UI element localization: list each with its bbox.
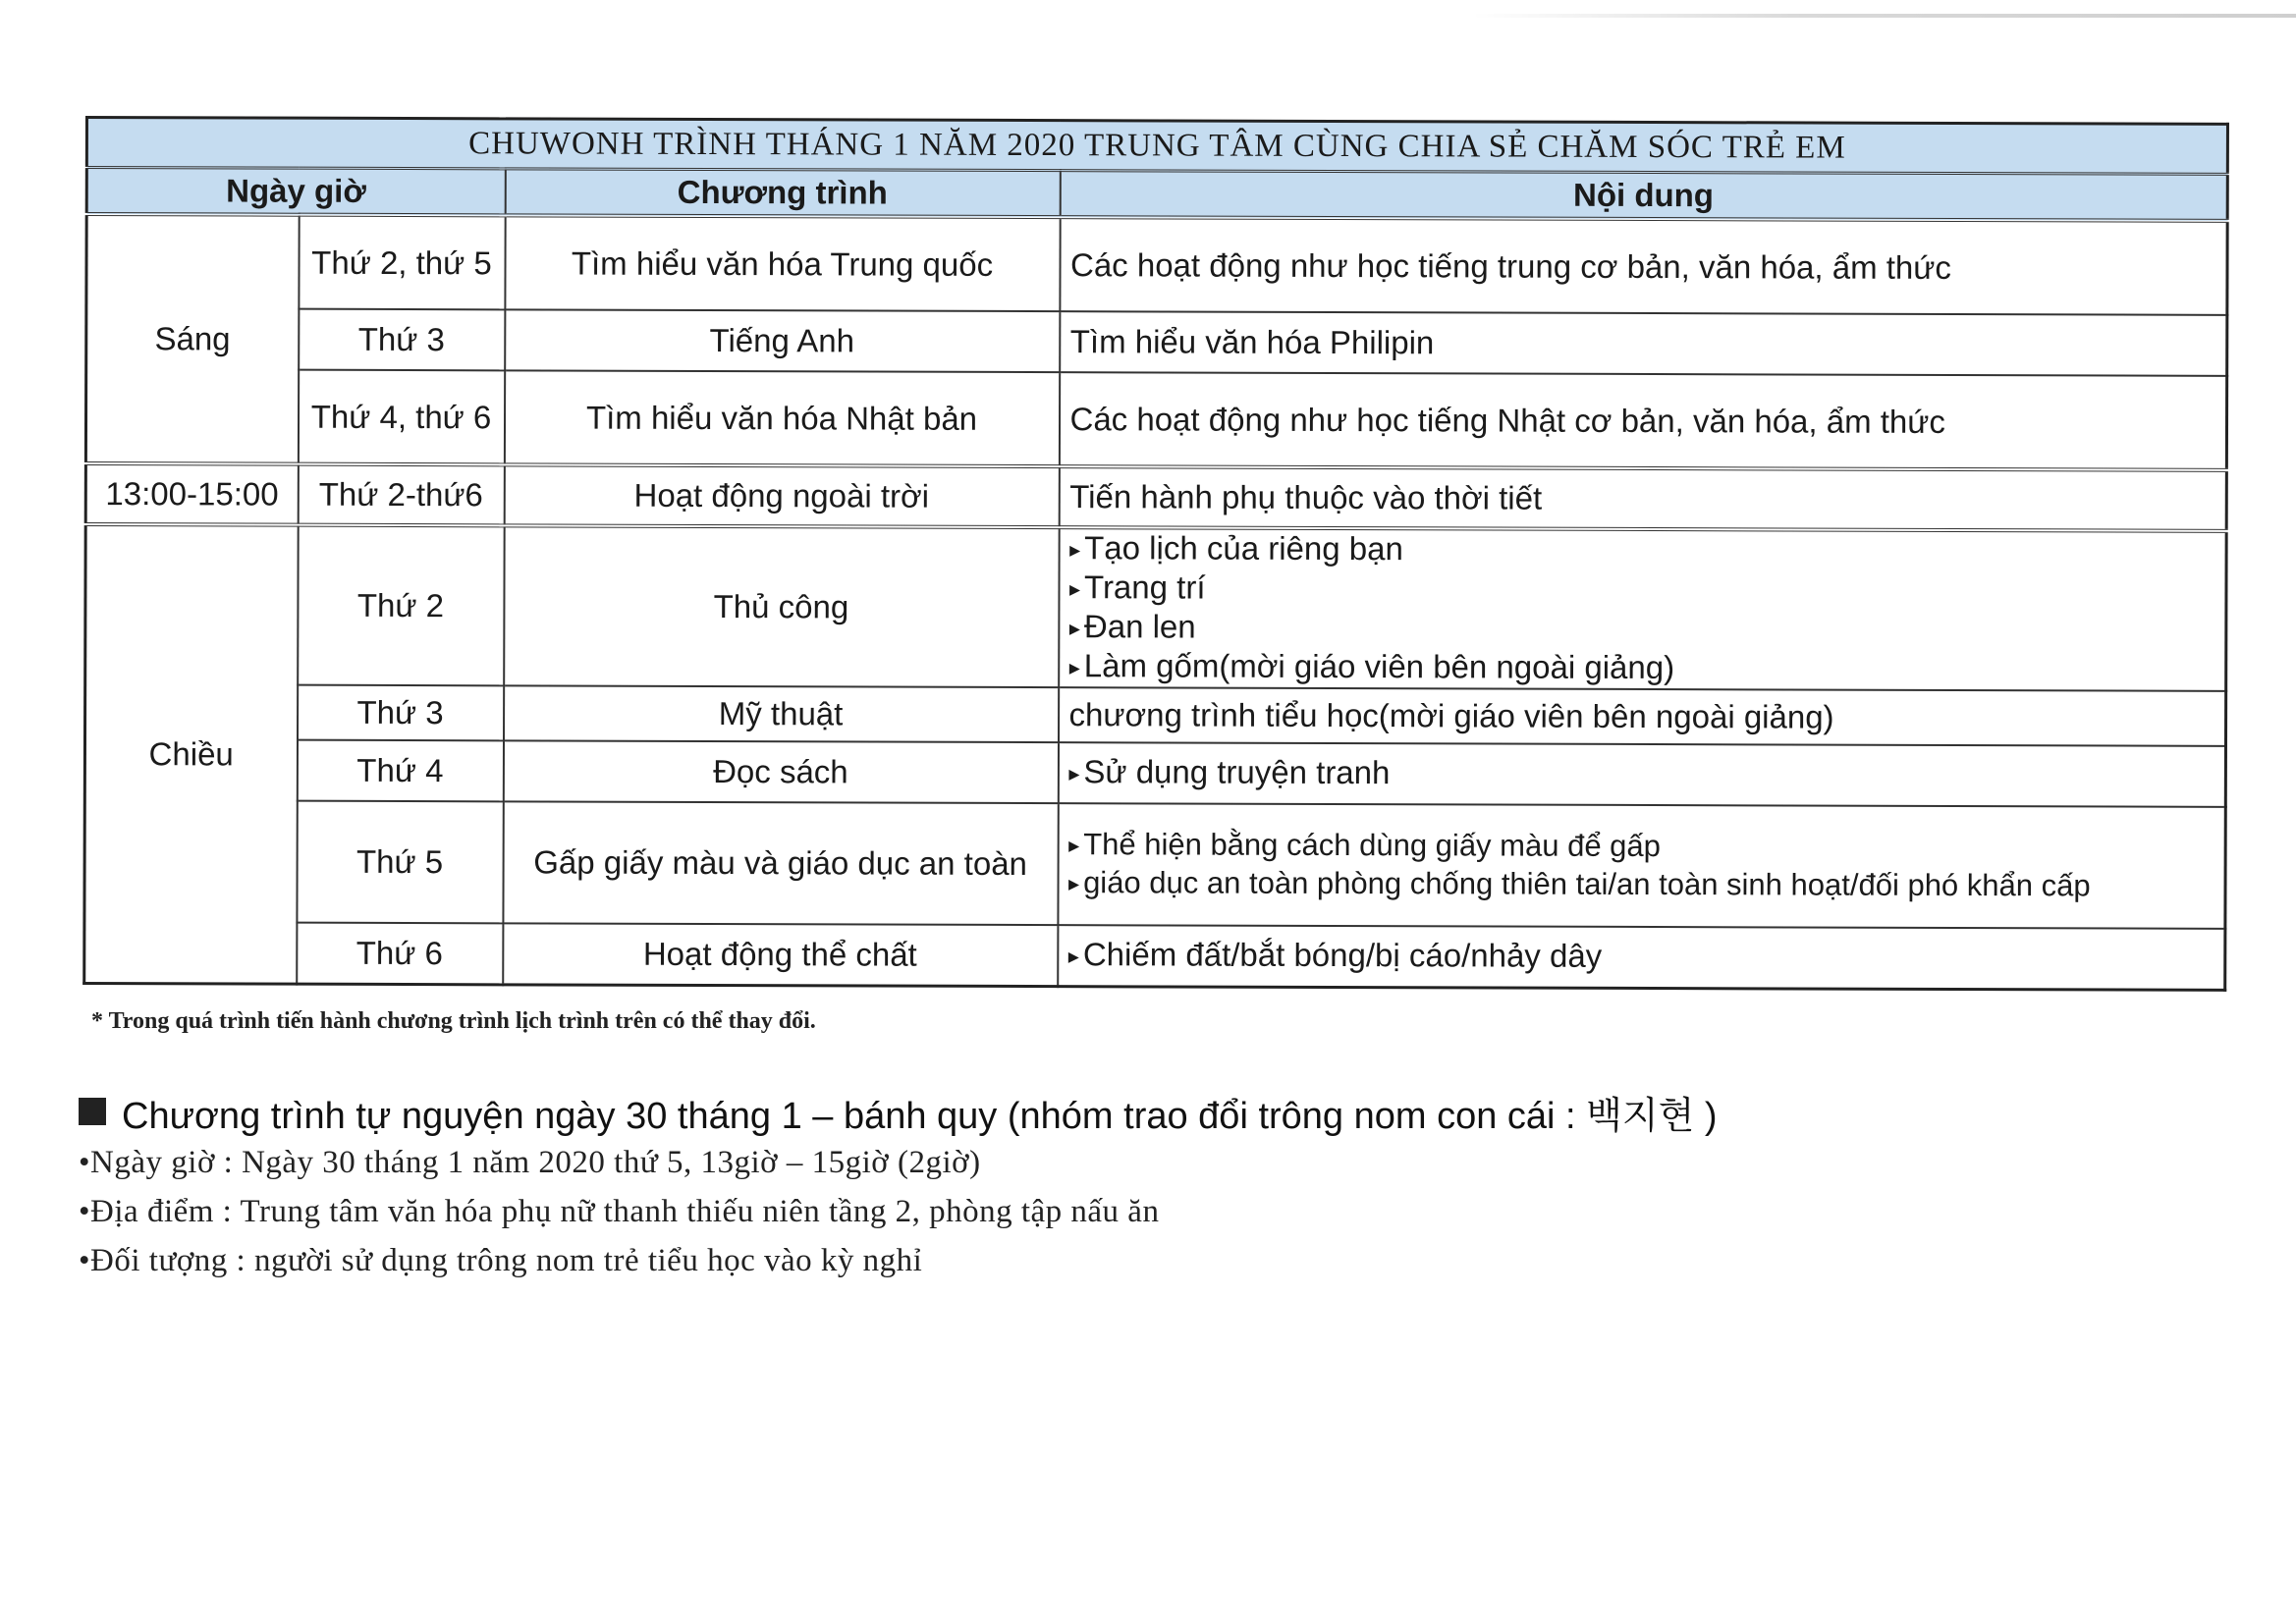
period-midday: 13:00-15:00 (85, 463, 298, 525)
program-cell: Tiếng Anh (505, 309, 1060, 372)
bullet-item: ▸ Sử dụng truyện tranh (1068, 753, 2214, 796)
day-cell: Thứ 4 (297, 740, 503, 802)
content-cell: Tìm hiểu văn hóa Philipin (1060, 311, 2227, 376)
content-cell: Các hoạt động như học tiếng trung cơ bản, văn hóa, ẩm thức (1060, 217, 2227, 315)
table-row (86, 214, 2227, 315)
bullet-item: ▸ Tạo lịch của riêng bạn (1069, 529, 2215, 572)
table-row (85, 524, 2227, 691)
table-row (84, 739, 2225, 807)
bullet-item: ▸ giáo dục an toàn phòng chống thiên tai/an toàn sinh hoạt/đối phó khẩn cấp (1068, 864, 2214, 906)
content-cell (1058, 742, 2225, 807)
table-row (85, 684, 2226, 746)
volunteer-title: Chương trình tự nguyện ngày 30 tháng 1 – bánh quy (nhóm trao đổi trông nom con cái : 백지현 ) (122, 1095, 1718, 1137)
content-cell (1058, 803, 2225, 929)
day-cell: Thứ 5 (297, 801, 503, 924)
program-cell: Đọc sách (503, 740, 1058, 803)
day-cell: Thứ 2, thứ 5 (299, 215, 505, 310)
content-cell (1059, 527, 2227, 691)
header-content: Nội dung (1060, 171, 2227, 221)
table-row (86, 308, 2227, 376)
content-cell: Các hoạt động như học tiếng Nhật cơ bản, văn hóa, ẩm thức (1059, 372, 2226, 470)
table-row (84, 800, 2225, 929)
table-row (84, 922, 2225, 990)
table-row (85, 369, 2226, 470)
header-time: Ngày giờ (86, 168, 505, 216)
program-cell: Mỹ thuật (504, 685, 1059, 742)
schedule-table (82, 116, 2229, 991)
bullet-item: ▸ Thể hiện bằng cách dùng giấy màu để gấp (1068, 826, 2214, 868)
content-cell: Tiến hành phụ thuộc vào thời tiết (1059, 466, 2226, 531)
program-cell: Hoạt động thể chất (503, 923, 1058, 986)
day-cell: Thứ 2 (298, 525, 505, 686)
bullet-item: ▸ Đan len (1069, 608, 2215, 651)
table-row (85, 463, 2226, 531)
program-cell: Tìm hiểu văn hóa Trung quốc (505, 215, 1060, 311)
day-cell: Thứ 4, thứ 6 (298, 370, 504, 465)
period-morning: Sáng (85, 214, 299, 464)
content-cell: chương trình tiểu học(mời giáo viên bên ngoài giảng) (1059, 687, 2226, 746)
square-bullet-icon (79, 1098, 106, 1125)
program-cell: Tìm hiểu văn hóa Nhật bản (504, 370, 1059, 466)
bullet-item: ▸ Chiếm đất/bắt bóng/bị cáo/nhảy dây (1068, 936, 2214, 979)
schedule-sheet (82, 116, 2226, 991)
period-afternoon: Chiều (84, 524, 298, 984)
volunteer-title-row (79, 1085, 2239, 1138)
day-cell: Thứ 2-thứ6 (298, 464, 504, 526)
footnote: * Trong quá trình tiến hành chương trình lịch trình trên có thể thay đổi. (91, 1008, 816, 1034)
day-cell: Thứ 3 (298, 685, 504, 741)
program-cell: Thủ công (504, 525, 1060, 687)
bullet-item: ▸ Làm gốm(mời giáo viên bên ngoài giảng) (1069, 647, 2215, 690)
day-cell: Thứ 3 (299, 309, 505, 371)
bullet-item: ▸ Trang trí (1069, 568, 2215, 612)
volunteer-datetime: •Ngày giờ : Ngày 30 tháng 1 năm 2020 thứ 5, 13giờ – 15giờ (2giờ) (79, 1145, 981, 1180)
header-program: Chương trình (505, 169, 1060, 217)
day-cell: Thứ 6 (297, 923, 503, 985)
scan-edge-line (1473, 14, 2296, 18)
program-cell: Gấp giấy màu và giáo dục an toàn (503, 801, 1058, 925)
content-cell (1058, 925, 2225, 990)
program-cell: Hoạt động ngoài trời (504, 464, 1059, 527)
volunteer-audience: •Đối tượng : người sử dụng trông nom trẻ tiểu học vào kỳ nghỉ (79, 1243, 923, 1278)
volunteer-section (79, 1085, 2239, 1285)
table-title: CHUWONH TRÌNH THÁNG 1 NĂM 2020 TRUNG TÂM CÙNG CHIA SẺ CHĂM SÓC TRẺ EM (86, 118, 2227, 175)
volunteer-location: •Địa điểm : Trung tâm văn hóa phụ nữ thanh thiếu niên tầng 2, phòng tập nấu ăn (79, 1194, 1160, 1229)
